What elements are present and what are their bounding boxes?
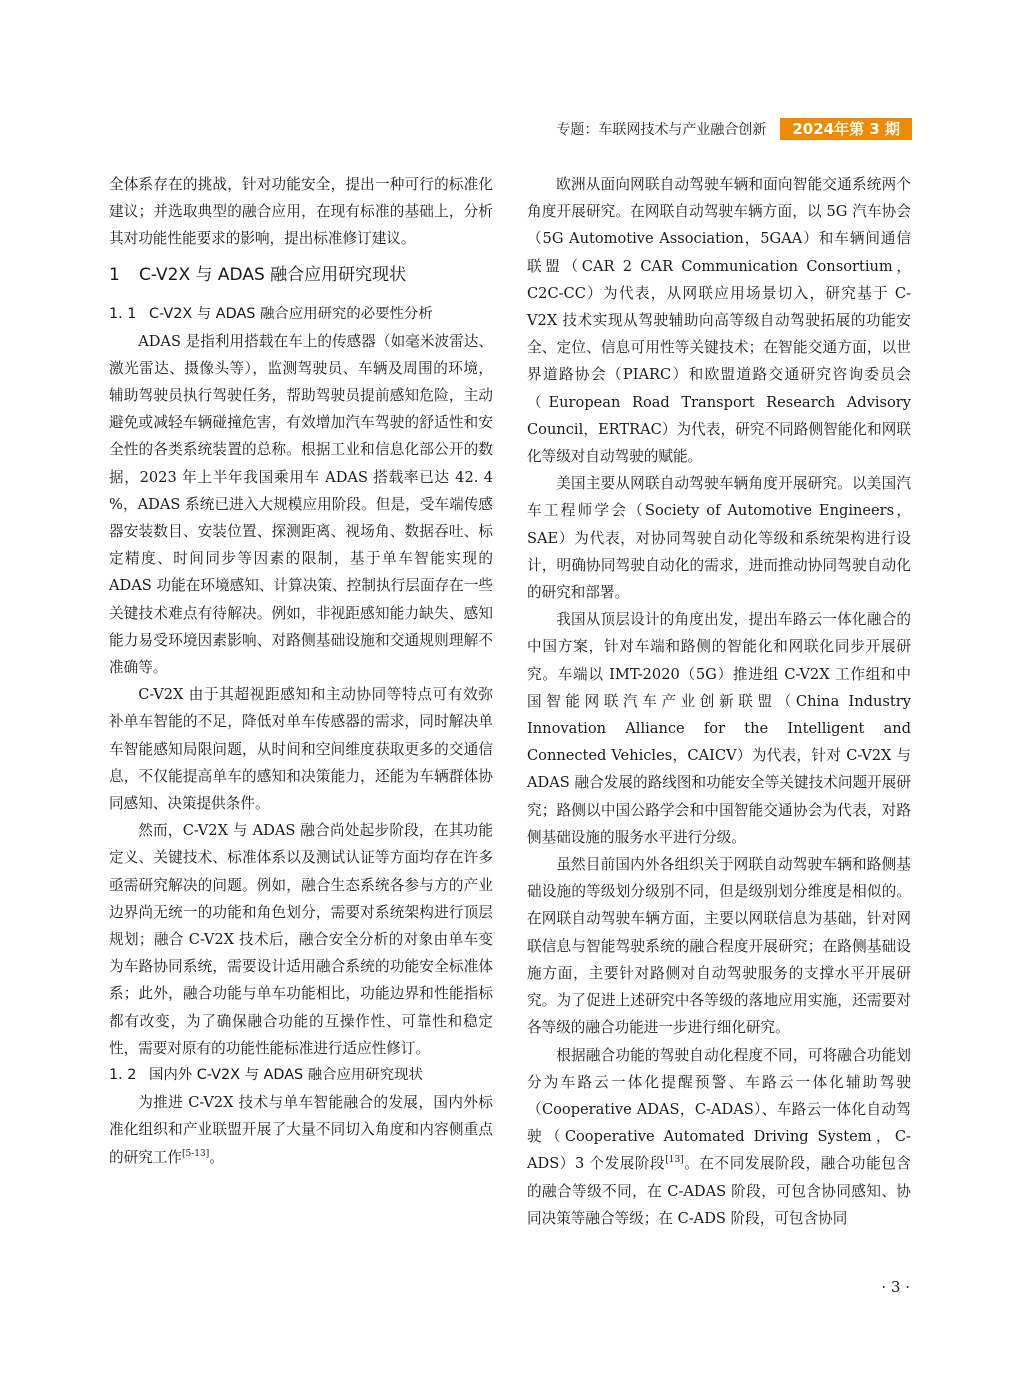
section-1-2-heading — [109, 1062, 493, 1089]
section-1-1-title: C-V2X 与 ADAS 融合应用研究的必要性分析 — [149, 305, 433, 322]
section-1-2-number: 1. 2 — [109, 1067, 137, 1084]
issue-badge: 2024年第 3 期 — [780, 118, 912, 140]
paragraph-development-stages-end: 。在不同发展阶段，融合功能包含的融合等级不同，在 C-ADAS 阶段，可包含协同感知、协同决策等融合等级；在 C-ADS 阶段，可包含协同 — [527, 1155, 911, 1227]
paragraph-us-research: 美国主要从网联自动驾驶车辆角度开展研究。以美国汽车工程师学会（Society of Automotive Engineers，SAE）为代表，对协同驾驶自动化等级和系统架构进行设计，明确协同驾驶自动化的需求，进而推动协同驾驶自动化的研究和部署。 — [527, 475, 911, 602]
paragraph-development-stages-text: 根据融合功能的驾驶自动化程度不同，可将融合功能划分为车路云一体化提醒预警、车路云一体化辅助驾驶（Cooperative ADAS，C-ADAS）、车路云一体化自动驾驶（Cooperative Automated Driving System，C-ADS）3 个发展阶段 — [527, 1046, 911, 1173]
citation-5-13: [5-13] — [181, 1148, 210, 1159]
section-1-heading — [109, 261, 493, 289]
paragraph-adas-definition: ADAS 是指利用搭载在车上的传感器（如毫米波雷达、激光雷达、摄像头等），监测驾驶员、车辆及周围的环境，辅助驾驶员执行驾驶任务，帮助驾驶员提前感知危险，主动避免或减轻车辆碰撞危害，有效增加汽车驾驶的舒适性和安全性的各类系统装置的总称。根据工业和信息化部公开的数据，2023 年上半年我国乘用车 ADAS 搭载率已达 42. 4 %，ADAS 系统已进入大规模应用阶段。但是，受车端传感器安装数目、安装位置、探测距离、视场角、数据吞吐、标定精度、时间同步等因素的限制，基于单车智能实现的 ADAS 功能在环境感知、计算决策、控制执行层面存在一些关键技术难点有待解决。例如，非视距感知能力缺失、感知能力易受环境因素影响、对路侧基础设施和交通规则理解不准确等。 — [109, 332, 493, 677]
section-1-number: 1 — [109, 264, 120, 285]
section-1-2-title: 国内外 C-V2X 与 ADAS 融合应用研究现状 — [149, 1067, 423, 1084]
paragraph-cv2x-advantages: C-V2X 由于其超视距感知和主动协同等特点可有效弥补单车智能的不足，降低对单车传感器的需求，同时解决单车智能感知局限问题，从时间和空间维度获取更多的交通信息，不仅能提高单车的感知和决策能力，还能为车辆群体协同感知、决策提供条件。 — [109, 686, 493, 813]
paragraph-level-comparison: 虽然目前国内外各组织关于网联自动驾驶车辆和路侧基础设施的等级划分级别不同，但是级别划分维度是相似的。在网联自动驾驶车辆方面，主要以网联信息为基础，针对网联信息与智能驾驶系统的融合程度开展研究；在路侧基础设施方面，主要针对路侧对自动驾驶服务的支撑水平开展研究。为了促进上述研究中各等级的落地应用实施，还需要对各等级的融合功能进一步进行细化研究。 — [527, 856, 911, 1037]
paragraph-china-research: 我国从顶层设计的角度出发，提出车路云一体化融合的中国方案，针对车端和路侧的智能化和网联化同步开展研究。车端以 IMT-2020（5G）推进组 C-V2X 工作组和中国智能网联汽车产业创新联盟（China Industry Innovation Alliance for the Intelligent and Connected Vehicles，CAICV）为代表，针对 C-V2X 与 ADAS 融合发展的路线图和功能安全等关键技术问题开展研究；路侧以中国公路学会和中国智能交通协会为代表，对路侧基础设施的服务水平进行分级。 — [527, 611, 911, 846]
paragraph-fusion-challenges: 然而，C-V2X 与 ADAS 融合尚处起步阶段，在其功能定义、关键技术、标准体系以及测试认证等方面均存在许多亟需研究解决的问题。例如，融合生态系统各参与方的产业边界尚无统一的功能和角色划分，需要对系统架构进行顶层规划；融合 C-V2X 技术后，融合安全分析的对象由单车变为车路协同系统，需要设计适用融合系统的功能安全标准体系；此外，融合功能与单车功能相比，功能边界和性能指标都有改变，为了确保融合功能的互操作性、可靠性和稳定性，需要对原有的功能性能标准进行适应性修订。 — [109, 822, 493, 1057]
paragraph-europe-research: 欧洲从面向网联自动驾驶车辆和面向智能交通系统两个角度开展研究。在网联自动驾驶车辆方面，以 5G 汽车协会（5G Automotive Association，5GAA）和车辆间通信联盟（CAR 2 CAR Communication Consortium，C2C-CC）为代表，从网联应用场景切入，研究基于 C-V2X 技术实现从驾驶辅助向高等级自动驾驶拓展的功能安全、定位、信息可用性等关键技术；在智能交通方面，以世界道路协会（PIARC）和欧盟道路交通研究咨询委员会（European Road Transport Research Advisory Council，ERTRAC）为代表，研究不同路侧智能化和网联化等级对自动驾驶的赋能。 — [527, 176, 911, 466]
paragraph-research-overview-end: 。 — [209, 1148, 224, 1166]
right-column — [527, 171, 911, 1232]
section-1-1-number: 1. 1 — [109, 305, 137, 322]
paragraph-research-overview — [109, 1089, 493, 1171]
left-column — [109, 171, 493, 1171]
page-number: · 3 · — [881, 1278, 910, 1296]
header-topic: 专题：车联网技术与产业融合创新 — [556, 122, 767, 138]
citation-13: [13] — [665, 1155, 684, 1166]
section-1-1-heading — [109, 301, 493, 328]
paragraph-research-overview-text: 为推进 C-V2X 技术与单车智能融合的发展，国内外标准化组织和产业联盟开展了大量不同切入角度和内容侧重点的研究工作 — [109, 1094, 493, 1166]
intro-paragraph-tail: 全体系存在的挑战，针对功能安全，提出一种可行的标准化建议；并选取典型的融合应用，在现有标准的基础上，分析其对功能性能要求的影响，提出标准修订建议。 — [109, 176, 493, 248]
section-1-title: C-V2X 与 ADAS 融合应用研究现状 — [139, 264, 407, 285]
paragraph-development-stages — [527, 1042, 911, 1232]
running-header — [556, 118, 912, 140]
